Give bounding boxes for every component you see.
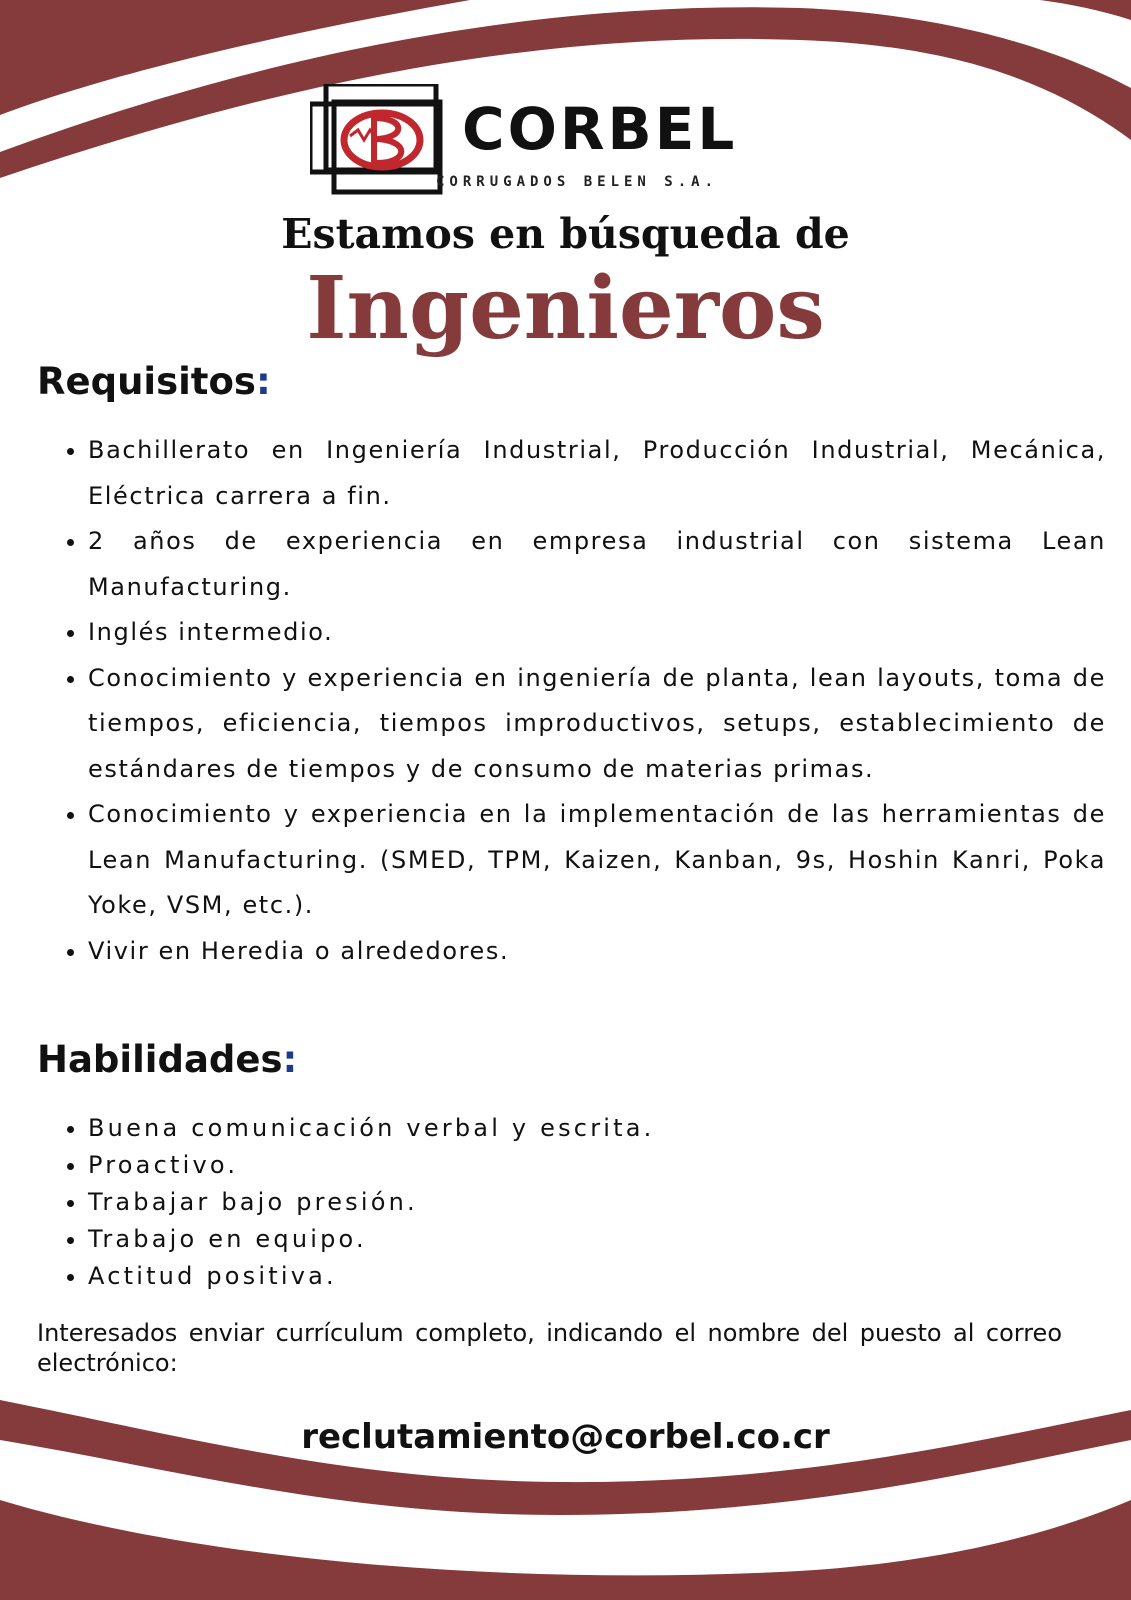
job-title: Ingenieros [306, 258, 825, 359]
list-item: • Trabajo en equipo. [88, 1221, 988, 1258]
requirements-heading-colon: : [255, 360, 271, 403]
requirements-heading-text: Requisitos [37, 360, 256, 403]
bottom-wave [0, 1500, 1131, 1600]
top-right-corner [1040, 0, 1131, 20]
list-item: • Actitud positiva. [88, 1258, 988, 1295]
contact-email[interactable]: reclutamiento@corbel.co.cr [301, 1417, 830, 1457]
list-item: • Conocimiento y experiencia en la implementación de las herramientas de Lean Manufacturing. (SMED, TPM, Kaizen, Kanban, 9s, Hoshin Kanri, Poka Yoke, VSM, etc.). [88, 792, 1106, 929]
list-item: • Proactivo. [88, 1147, 988, 1184]
skills-heading-text: Habilidades [37, 1038, 283, 1081]
list-item: • 2 años de experiencia en empresa industrial con sistema Lean Manufacturing. [88, 519, 1106, 610]
skills-heading-colon: : [282, 1038, 298, 1081]
list-item: • Trabajar bajo presión. [88, 1184, 988, 1221]
requirements-list [58, 428, 1106, 974]
logo-wordmark: CORBEL [462, 95, 738, 163]
headline: Estamos en búsqueda de [281, 210, 850, 258]
company-logo [310, 84, 810, 196]
list-item: • Vivir en Heredia o alrededores. [88, 929, 1106, 975]
skills-heading [37, 1038, 297, 1081]
contact-instructions: Interesados enviar currículum completo, indicando el nombre del puesto al correo electrónico: [37, 1319, 1062, 1377]
skills-list [58, 1110, 988, 1295]
requirements-heading [37, 360, 271, 403]
list-item: • Bachillerato en Ingeniería Industrial, Producción Industrial, Mecánica, Eléctrica carrera a fin. [88, 428, 1106, 519]
list-item: • Inglés intermedio. [88, 610, 1106, 656]
list-item: • Buena comunicación verbal y escrita. [88, 1110, 988, 1147]
list-item: • Conocimiento y experiencia en ingeniería de planta, lean layouts, toma de tiempos, eficiencia, tiempos improductivos, setups, establecimiento de estándares de tiempos y de consumo de materias primas. [88, 656, 1106, 793]
logo-tagline: CORRUGADOS BELEN S.A. [436, 174, 719, 190]
